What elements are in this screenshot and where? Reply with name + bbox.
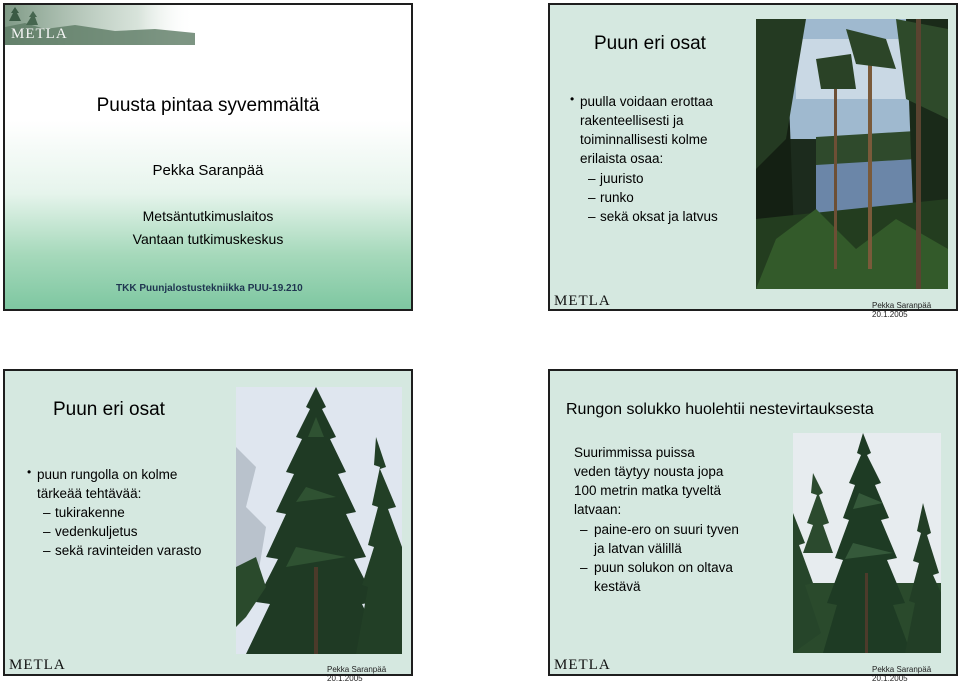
- bullet-line: rakenteellisesti ja: [580, 113, 684, 128]
- organization-line-2: Vantaan tutkimuskeskus: [132, 231, 284, 247]
- dash-icon: –: [588, 171, 596, 186]
- bullet-line: puulla voidaan erottaa: [580, 94, 713, 109]
- footer-author-date: Pekka Saranpää 20.1.2005: [872, 301, 932, 319]
- slide-2-tree-parts: [548, 3, 958, 319]
- dash-icon: –: [580, 560, 588, 575]
- body-line: 100 metrin matka tyveltä: [574, 483, 722, 498]
- sub-item-crown: sekä oksat ja latvus: [600, 209, 718, 224]
- course-code: TKK Puunjalostustekniikka PUU-19.210: [116, 283, 303, 294]
- body-line: latvaan:: [574, 502, 622, 517]
- sub-item-pressure-cont: ja latvan välillä: [594, 541, 682, 556]
- sub-item-storage: sekä ravinteiden varasto: [55, 543, 202, 558]
- presentation-title: Puusta pintaa syvemmältä: [96, 95, 320, 116]
- slide-4-sap-flow: [548, 369, 958, 683]
- sub-item-durability-cont: kestävä: [594, 579, 641, 594]
- tall-spruce-photo: [793, 433, 941, 653]
- dash-icon: –: [43, 524, 51, 539]
- sub-item-water-transport: vedenkuljetus: [55, 524, 138, 539]
- footer-author-date: Pekka Saranpää 20.1.2005: [327, 665, 387, 683]
- spruce-tree-photo: [236, 387, 402, 654]
- sub-item-support: tukirakenne: [55, 505, 125, 520]
- metla-logo: METLA: [554, 657, 611, 673]
- body-line: Suurimmissa puissa: [574, 445, 695, 460]
- sub-item-roots: juuristo: [600, 171, 644, 186]
- metla-logo: METLA: [9, 657, 66, 673]
- bullet-line: puun rungolla on kolme: [37, 467, 178, 482]
- organization-line-1: Metsäntutkimuslaitos: [142, 208, 274, 224]
- bullet-line: tärkeää tehtävää:: [37, 486, 142, 501]
- slide-title: Puun eri osat: [594, 33, 706, 54]
- slide-title: Puun eri osat: [53, 399, 165, 420]
- footer-author-date: Pekka Saranpää 20.1.2005: [872, 665, 932, 683]
- dash-icon: –: [43, 543, 51, 558]
- dash-icon: –: [588, 190, 596, 205]
- bullet-line: erilaista osaa:: [580, 151, 664, 166]
- slide-1-title: [3, 3, 413, 311]
- body-line: veden täytyy nousta jopa: [574, 464, 724, 479]
- pine-forest-lake-photo: [756, 19, 948, 289]
- dash-icon: –: [588, 209, 596, 224]
- slide-title: Rungon solukko huolehtii nestevirtauksesta: [566, 401, 874, 418]
- bullet-icon: •: [27, 465, 32, 479]
- sub-item-durability: puun solukon on oltava: [594, 560, 733, 575]
- dash-icon: –: [580, 522, 588, 537]
- sub-item-pressure: paine-ero on suuri tyven: [594, 522, 739, 537]
- metla-logo: METLA: [11, 26, 68, 42]
- slide-3-trunk-functions: [3, 369, 413, 683]
- author-name: Pekka Saranpää: [152, 162, 264, 179]
- bullet-icon: •: [570, 92, 575, 106]
- bullet-line: toiminnallisesti kolme: [580, 132, 708, 147]
- metla-logo: METLA: [554, 293, 611, 309]
- sub-item-trunk: runko: [600, 190, 634, 205]
- dash-icon: –: [43, 505, 51, 520]
